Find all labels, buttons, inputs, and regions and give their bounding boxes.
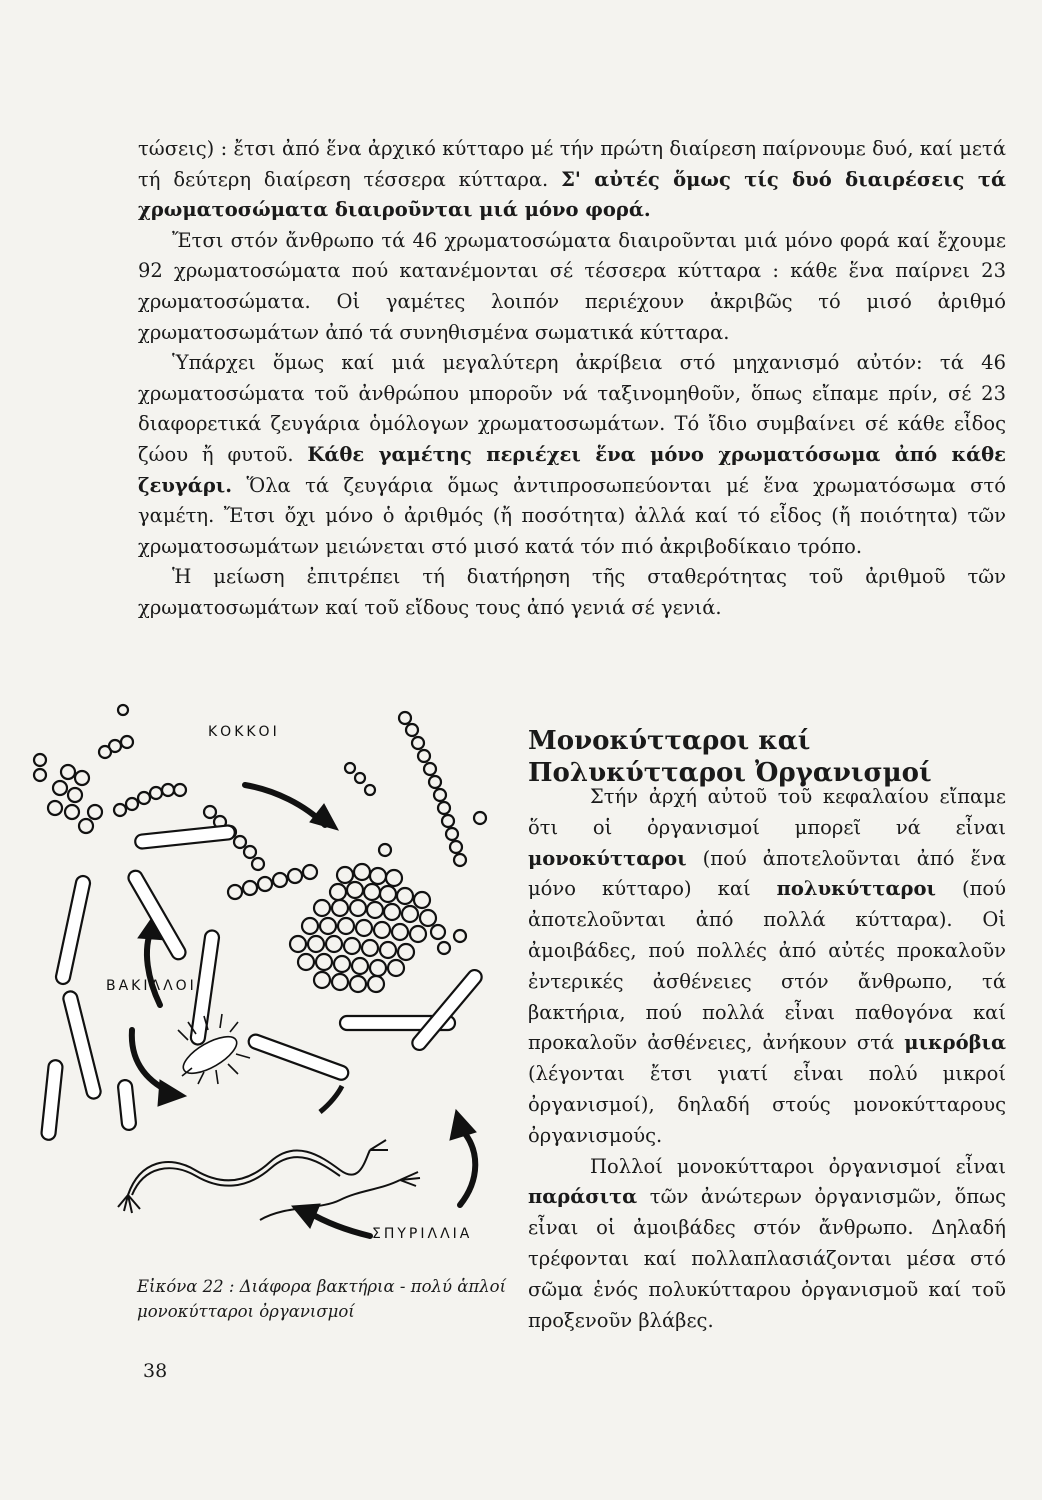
bold-term: παράσιτα [528, 1185, 638, 1209]
bacillus [117, 1079, 136, 1130]
section-text [528, 782, 1006, 1336]
bacillus [135, 825, 236, 849]
bacillus [55, 875, 92, 986]
top-text-block [138, 134, 1006, 624]
paragraph: Ὑπάρχει ὅμως καί μιά μεγαλύτερη ἀκρίβεια στό μηχανισμό αὐτόν: τά 46 χρωματοσώματα τοῦ ἀνθρώπου μποροῦν νά ταξινομηθοῦν, ὅπως εἴπαμε πρίν, σέ 23 διαφορετικά ζευγάρια ὁμόλογων χρωματοσωμάτων. Τό ἴδιο συμβαίνει σέ κάθε εἶδος ζώου ἤ φυτοῦ. Κάθε γαμέτης περιέχει ἕνα μόνο χρωματόσωμα ἀπό κάθε ζευγάρι. Ὅλα τά ζευγάρια ὅμως ἀντιπροσωπεύονται μέ ἕνα χρωματόσωμα στό γαμέτη. Ἔτσι ὄχι μόνο ὁ ἀριθμός (ἤ ποσότητα) ἀλλά καί τό εἶδος (ἤ ποιότητα) τῶν χρωματοσωμάτων μειώνεται στό μισό κατά τόν πιό ἀκριβοδίκαιο τρόπο. [138, 351, 1007, 558]
coccus [109, 740, 121, 752]
arrow-head-icon [158, 1080, 186, 1106]
arrow-head-icon [310, 804, 338, 830]
section-heading: Μονοκύτταροι καί Πολυκύτταροι Ὀργανισμοί [528, 726, 932, 788]
label-bacilli: ΒΑΚΙΛΛΟΙ [106, 978, 197, 994]
paragraph: τώσεις) : ἔτσι ἀπό ἕνα ἀρχικό κύτταρο μέ τήν πρώτη διαίρεση παίρνουμε δυό, καί μετά τή δεύτερη διαίρεση τέσσερα κύτταρα. Σ' αὐτές ὅμως τίς δυό διαιρέσεις τά χρωματοσώματα διαιροῦνται μιά μόνο φορά. [138, 137, 1006, 222]
bold-text: Σ' αὐτές ὅμως τίς δυό διαιρέσεις τά χρωματοσώματα διαιροῦνται μιά μόνο φορά. [138, 167, 1006, 222]
arrow-icon [308, 1212, 370, 1236]
flagellated-bacterium [178, 1030, 242, 1081]
bold-text: Κάθε γαμέτης περιέχει ἕνα μόνο χρωματόσωμα ἀπό κάθε ζευγάρι. [138, 442, 1007, 497]
paragraph: Ἡ μείωση ἐπιτρέπει τή διατήρηση τῆς σταθερότητας τοῦ ἀριθμοῦ τῶν χρωματοσωμάτων καί τοῦ εἴδους τους ἀπό γενιά σέ γενιά. [138, 565, 1006, 619]
coccus [88, 805, 102, 819]
bold-term: πολυκύτταροι [776, 877, 936, 901]
bacillus [126, 868, 188, 962]
coccus [79, 819, 93, 833]
coccus [121, 736, 133, 748]
bold-term: μικρόβια [904, 1031, 1006, 1055]
paragraph: Στήν ἀρχή αὐτοῦ τοῦ κεφαλαίου εἴπαμε ὅτι οἱ ὀργανισμοί μπορεῖ νά εἶναι μονοκύτταροι (πού ἀποτελοῦνται ἀπό ἕνα μόνο κύτταρο) καί πολυκύτταροι (πού ἀποτελοῦνται ἀπό πολλά κύτταρα). Οἱ ἀμοιβάδες, πού πολλές ἀπό αὐτές προκαλοῦν ἐντερικές ἀσθένειες στόν ἄνθρωπο, τά βακτήρια, πού πολλά εἶναι παθογόνα καί προκαλοῦν ἀσθένειες, ἀνήκουν στά μικρόβια (λέγονται ἔτσι γιατί εἶναι πολύ μικροί ὀργανισμοί), δηλαδή στούς μονοκύτταρους ὀργανισμούς. [528, 785, 1006, 1147]
paragraph: Πολλοί μονοκύτταροι ὀργανισμοί εἶναι παράσιτα τῶν ἀνώτερων ὀργανισμῶν, ὅπως εἶναι οἱ ἀμοιβάδες στόν ἄνθρωπο. Δηλαδή τρέφονται καί πολλαπλασιάζονται μέσα στό σῶμα ἑνός πολυκύτταρου ὀργανισμοῦ καί τοῦ προξενοῦν βλάβες. [528, 1154, 1006, 1332]
coccus [68, 788, 82, 802]
label-cocci: ΚΟΚΚΟΙ [208, 724, 280, 740]
bacillus [247, 1033, 350, 1082]
bacillus [41, 1059, 63, 1140]
spirillum [320, 1086, 342, 1112]
label-spirilla: ΣΠΥΡΙΛΛΙΑ [372, 1226, 473, 1242]
bacillus [62, 990, 102, 1100]
figure-caption: Εἰκόνα 22 : Διάφορα βακτήρια - πολύ ἁπλοί μονοκύτταροι ὀργανισμοί [137, 1277, 507, 1321]
page-number: 38 [143, 1360, 168, 1382]
coccus [53, 781, 67, 795]
arrow-head-icon [450, 1110, 476, 1140]
coccus [34, 769, 46, 781]
coccus [118, 705, 128, 715]
coccus [65, 805, 79, 819]
bold-term: μονοκύτταροι [528, 846, 687, 870]
coccus [34, 754, 46, 766]
arrow-icon [460, 1130, 475, 1205]
bacillus [409, 967, 484, 1053]
coccus [61, 765, 75, 779]
bacteria-figure [20, 700, 520, 1260]
coccus [48, 801, 62, 815]
spirillum [260, 1180, 400, 1220]
coccus [75, 771, 89, 785]
bacteria-illustration [20, 700, 520, 1260]
paragraph: Ἔτσι στόν ἄνθρωπο τά 46 χρωματοσώματα διαιροῦνται μιά μόνο φορά καί ἔχουμε 92 χρωματοσώματα πού κατανέμονται σέ τέσσερα κύτταρα : κάθε ἕνα παίρνει 23 χρωματοσώματα. Οἱ γαμέτες λοιπόν περιέχουν ἀκριβῶς τό μισό ἀριθμό χρωματοσωμάτων ἀπό τά συνηθισμένα σωματικά κύτταρα. [138, 228, 1006, 344]
